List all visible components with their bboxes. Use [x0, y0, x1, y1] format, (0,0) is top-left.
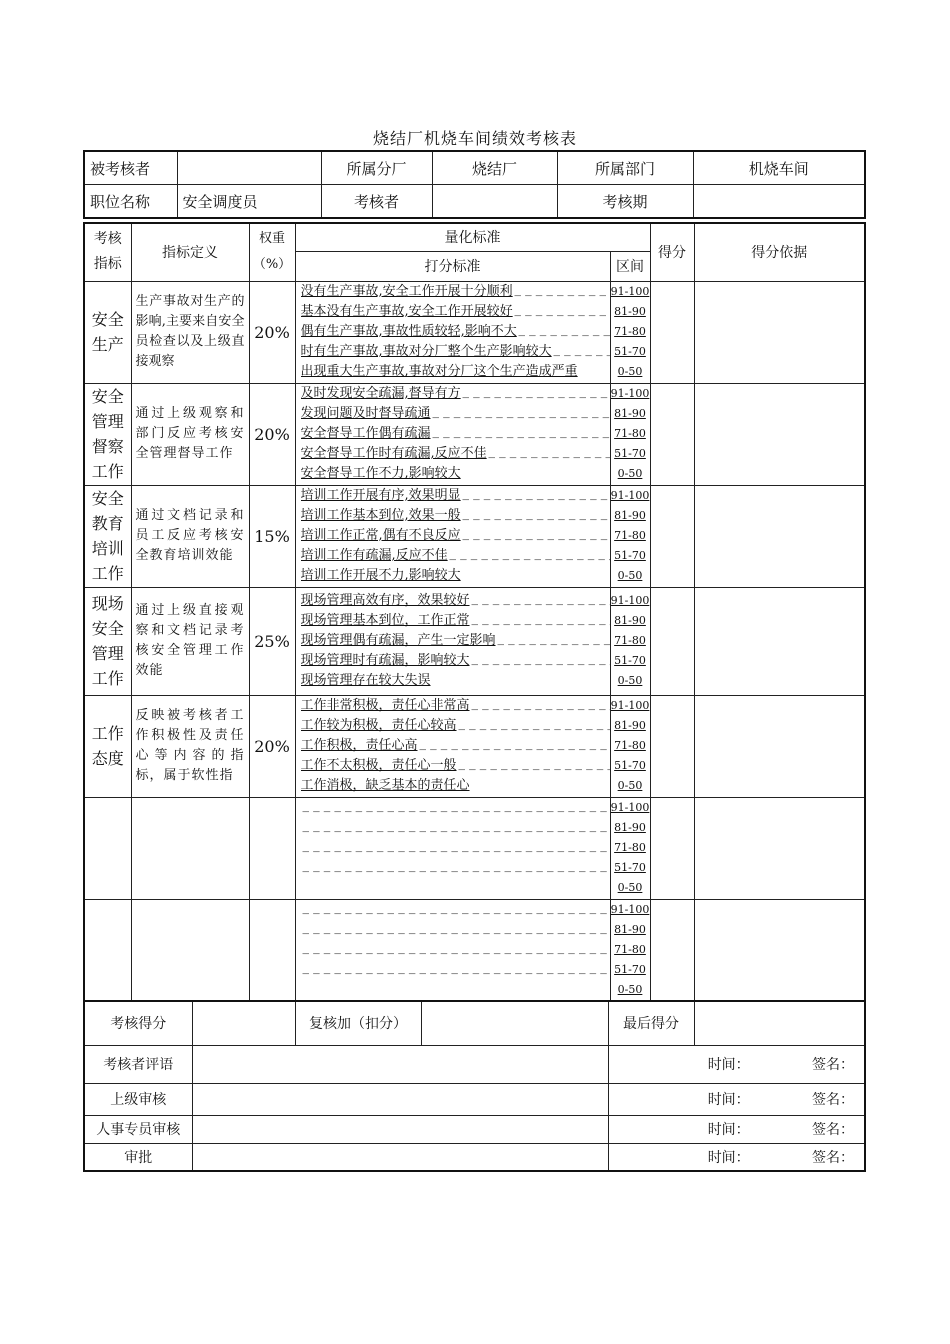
range-value: 91-100 [610, 902, 650, 916]
range-value: 0-50 [617, 881, 643, 895]
col-score: 得分 [650, 223, 694, 281]
indicator-name [84, 899, 131, 1001]
scoring-criteria [295, 485, 610, 587]
range-value: 71-80 [614, 738, 646, 752]
criteria-line [301, 282, 610, 302]
scoring-criteria [295, 695, 610, 797]
criteria-text: 工作较为积极，责任心较高 [300, 717, 457, 733]
indicator-definition: 生产事故对生产的影响,主要来自安全员检查以及上级直接观察 [131, 281, 249, 383]
indicator-definition: 通过上级观察和部门反应考核安全管理督导工作 [131, 383, 249, 485]
criteria-line [301, 838, 610, 858]
sign-label: 签名： [812, 1092, 854, 1108]
range-value: 51-70 [614, 654, 646, 668]
criteria-line [301, 818, 610, 838]
position-label: 职位名称 [84, 185, 177, 219]
hr-label: 人事专员审核 [84, 1115, 192, 1143]
criteria-text: 现场管理存在较大失误 [300, 673, 431, 689]
score-label: 考核得分 [84, 1001, 192, 1045]
indicator-weight: 20% [249, 383, 295, 485]
criteria-text: 现场管理基本到位，工作正常 [300, 612, 470, 628]
page-title: 烧结厂机烧车间绩效考核表 [372, 129, 577, 148]
hr-field[interactable] [192, 1115, 608, 1143]
criteria-text: 没有生产事故,安全工作开展十分顺利 [300, 283, 513, 299]
criteria-line [301, 362, 610, 382]
indicator-name: 安全教育培训工作 [84, 485, 131, 587]
time-label: 时间： [707, 1057, 750, 1073]
basis-cell[interactable] [694, 485, 865, 587]
indicator-row [84, 281, 865, 383]
range-value: 71-80 [614, 633, 646, 647]
criteria-line [301, 404, 610, 424]
superior-field[interactable] [192, 1083, 608, 1115]
indicator-row [84, 587, 865, 695]
criteria-text: 出现重大生产事故,事故对分厂这个生产造成严重 [300, 364, 578, 380]
examinee-field[interactable] [177, 151, 321, 185]
sign-label: 签名： [812, 1122, 854, 1138]
range-column [610, 485, 650, 587]
info-table [83, 150, 866, 219]
indicator-weight [249, 797, 295, 899]
col-basis: 得分依据 [694, 223, 865, 281]
range-value: 91-100 [610, 284, 650, 298]
criteria-text: 发现问题及时督导疏通 [300, 405, 431, 421]
indicator-definition: 通过文档记录和员工反应考核安全教育培训效能 [131, 485, 249, 587]
time-label: 时间： [707, 1092, 750, 1108]
final-label: 最后得分 [608, 1001, 694, 1045]
criteria-line [301, 651, 610, 671]
scoring-criteria [295, 383, 610, 485]
criteria-text: 培训工作基本到位,效果一般 [300, 507, 461, 523]
criteria-text: 偶有生产事故,事故性质较轻,影响不大 [300, 323, 517, 339]
range-column [610, 695, 650, 797]
score-cell[interactable] [650, 797, 694, 899]
range-value: 91-100 [610, 386, 650, 400]
criteria-line [301, 526, 610, 546]
superior-sign[interactable] [608, 1083, 865, 1115]
basis-cell[interactable] [694, 281, 865, 383]
branch-value: 烧结厂 [432, 151, 557, 185]
criteria-text: 工作不太积极，责任心一般 [300, 758, 457, 774]
score-cell[interactable] [650, 383, 694, 485]
range-column [610, 797, 650, 899]
hr-sign[interactable] [608, 1115, 865, 1143]
comment-sign[interactable] [608, 1045, 865, 1083]
criteria-line [301, 798, 610, 818]
indicator-name: 工作态度 [84, 695, 131, 797]
score-cell[interactable] [650, 695, 694, 797]
examinee-label: 被考核者 [84, 151, 177, 185]
basis-cell[interactable] [694, 899, 865, 1001]
score-cell[interactable] [650, 281, 694, 383]
indicator-row [84, 695, 865, 797]
indicator-name: 现场安全管理工作 [84, 587, 131, 695]
criteria-line [301, 980, 610, 1000]
score-cell[interactable] [650, 587, 694, 695]
criteria-line [301, 631, 610, 651]
criteria-line [301, 506, 610, 526]
criteria-text: 培训工作有疏漏,反应不佳 [300, 548, 448, 564]
col-definition: 指标定义 [131, 223, 249, 281]
comment-label: 考核者评语 [84, 1045, 192, 1083]
criteria-line [301, 302, 610, 322]
range-value: 0-50 [617, 569, 643, 583]
criteria-line [301, 546, 610, 566]
criteria-text: 现场管理时有疏漏，影响较大 [300, 653, 470, 669]
criteria-line [301, 940, 610, 960]
range-value: 91-100 [610, 488, 650, 502]
range-value: 51-70 [614, 345, 646, 359]
sign-label: 签名： [812, 1149, 854, 1166]
range-value: 91-100 [610, 800, 650, 814]
scoring-criteria [295, 899, 610, 1001]
range-value: 91-100 [610, 698, 650, 712]
indicator-row [84, 797, 865, 899]
range-value: 51-70 [614, 963, 646, 977]
criteria-line [301, 342, 610, 362]
basis-cell[interactable] [694, 587, 865, 695]
basis-cell[interactable] [694, 797, 865, 899]
criteria-line [301, 464, 610, 484]
criteria-line [301, 960, 610, 980]
criteria-text: 安全督导工作不力,影响较大 [300, 466, 461, 482]
range-value: 81-90 [614, 820, 646, 834]
approval-label: 审批 [84, 1143, 192, 1171]
criteria-line [301, 878, 610, 898]
col-range: 区间 [610, 251, 650, 281]
criteria-line [301, 384, 610, 404]
review-field[interactable] [421, 1001, 608, 1045]
criteria-text: 基本没有生产事故,安全工作开展较好 [300, 303, 513, 319]
indicator-definition: 反映被考核者工作积极性及责任心等内容的指标，属于软性指 [131, 695, 249, 797]
criteria-text: 培训工作开展不力,影响较大 [300, 568, 461, 584]
range-value: 51-70 [614, 447, 646, 461]
score-cell[interactable] [650, 485, 694, 587]
indicator-definition [131, 797, 249, 899]
indicator-name: 安全生产 [84, 281, 131, 383]
range-column [610, 281, 650, 383]
dept-value: 机烧车间 [693, 151, 865, 185]
indicator-weight: 20% [249, 281, 295, 383]
assessor-label: 考核者 [321, 185, 432, 219]
criteria-line [301, 756, 610, 776]
criteria-text: 安全督导工作偶有疏漏 [300, 425, 431, 441]
indicator-name: 安全管理督察工作 [84, 383, 131, 485]
dept-label: 所属部门 [557, 151, 693, 185]
range-value: 71-80 [614, 426, 646, 440]
scoring-criteria [295, 797, 610, 899]
range-value: 71-80 [614, 528, 646, 542]
assessment-table [83, 222, 866, 1002]
range-column [610, 899, 650, 1001]
col-indicator: 考核指标 [84, 223, 131, 281]
indicator-weight: 15% [249, 485, 295, 587]
indicator-definition: 通过上级直接观察和文档记录考核安全管理工作效能 [131, 587, 249, 695]
criteria-line [301, 424, 610, 444]
indicator-weight: 25% [249, 587, 295, 695]
criteria-text: 时有生产事故,事故对分厂整个生产影响较大 [300, 344, 552, 360]
superior-label: 上级审核 [84, 1083, 192, 1115]
criteria-line [301, 776, 610, 796]
col-scoring: 打分标准 [295, 251, 610, 281]
range-column [610, 383, 650, 485]
comment-field[interactable] [192, 1045, 608, 1083]
criteria-line [301, 322, 610, 342]
criteria-text: 培训工作正常,偶有不良反应 [300, 527, 461, 543]
criteria-line [301, 486, 610, 506]
criteria-text: 工作消极，缺乏基本的责任心 [300, 778, 470, 794]
summary-table [83, 1000, 866, 1172]
criteria-text: 工作非常积极，责任心非常高 [300, 697, 470, 713]
branch-label: 所属分厂 [321, 151, 432, 185]
final-field[interactable] [694, 1001, 865, 1045]
indicator-row [84, 383, 865, 485]
criteria-text: 及时发现安全疏漏,督导有方 [300, 385, 461, 401]
col-weight: 权重（%） [249, 223, 295, 281]
time-label: 时间： [707, 1149, 750, 1166]
range-column [610, 587, 650, 695]
sign-label: 签名： [812, 1057, 854, 1073]
criteria-text: 培训工作开展有序,效果明显 [300, 487, 461, 503]
range-value: 81-90 [614, 718, 646, 732]
range-value: 0-50 [617, 467, 643, 481]
range-value: 51-70 [614, 549, 646, 563]
basis-cell[interactable] [694, 383, 865, 485]
col-standard: 量化标准 [295, 223, 650, 251]
criteria-line [301, 591, 610, 611]
criteria-line [301, 858, 610, 878]
range-value: 0-50 [617, 779, 643, 793]
score-field[interactable] [192, 1001, 295, 1045]
criteria-line [301, 696, 610, 716]
criteria-line [301, 566, 610, 586]
range-value: 0-50 [617, 983, 643, 997]
criteria-line [301, 671, 610, 691]
criteria-text: 工作积极，责任心高 [300, 737, 418, 753]
criteria-line [301, 716, 610, 736]
range-value: 71-80 [614, 324, 646, 338]
range-value: 51-70 [614, 861, 646, 875]
review-label: 复核加（扣分） [295, 1001, 421, 1045]
criteria-line [301, 900, 610, 920]
range-value: 0-50 [617, 365, 643, 379]
range-value: 81-90 [614, 406, 646, 420]
approval-sign[interactable] [608, 1143, 865, 1171]
criteria-text: 安全督导工作时有疏漏,反应不佳 [300, 446, 487, 462]
criteria-line [301, 444, 610, 464]
range-value: 71-80 [614, 942, 646, 956]
range-value: 91-100 [610, 593, 650, 607]
scoring-criteria [295, 587, 610, 695]
criteria-line [301, 920, 610, 940]
indicator-row [84, 899, 865, 1001]
criteria-text: 现场管理偶有疏漏，产生一定影响 [300, 632, 496, 648]
period-label: 考核期 [557, 185, 693, 219]
period-field[interactable] [693, 185, 865, 219]
range-value: 81-90 [614, 508, 646, 522]
indicator-row [84, 485, 865, 587]
indicator-weight: 20% [249, 695, 295, 797]
indicator-definition [131, 899, 249, 1001]
range-value: 71-80 [614, 840, 646, 854]
range-value: 81-90 [614, 304, 646, 318]
scoring-criteria [295, 281, 610, 383]
approval-field[interactable] [192, 1143, 608, 1171]
range-value: 0-50 [617, 674, 643, 688]
indicator-weight [249, 899, 295, 1001]
range-value: 81-90 [614, 613, 646, 627]
assessor-field[interactable] [432, 185, 557, 219]
criteria-line [301, 611, 610, 631]
range-value: 51-70 [614, 759, 646, 773]
score-cell[interactable] [650, 899, 694, 1001]
criteria-line [301, 736, 610, 756]
position-value: 安全调度员 [177, 185, 321, 219]
basis-cell[interactable] [694, 695, 865, 797]
criteria-text: 现场管理高效有序，效果较好 [300, 592, 470, 608]
indicator-name [84, 797, 131, 899]
range-value: 81-90 [614, 922, 646, 936]
time-label: 时间： [707, 1122, 750, 1138]
